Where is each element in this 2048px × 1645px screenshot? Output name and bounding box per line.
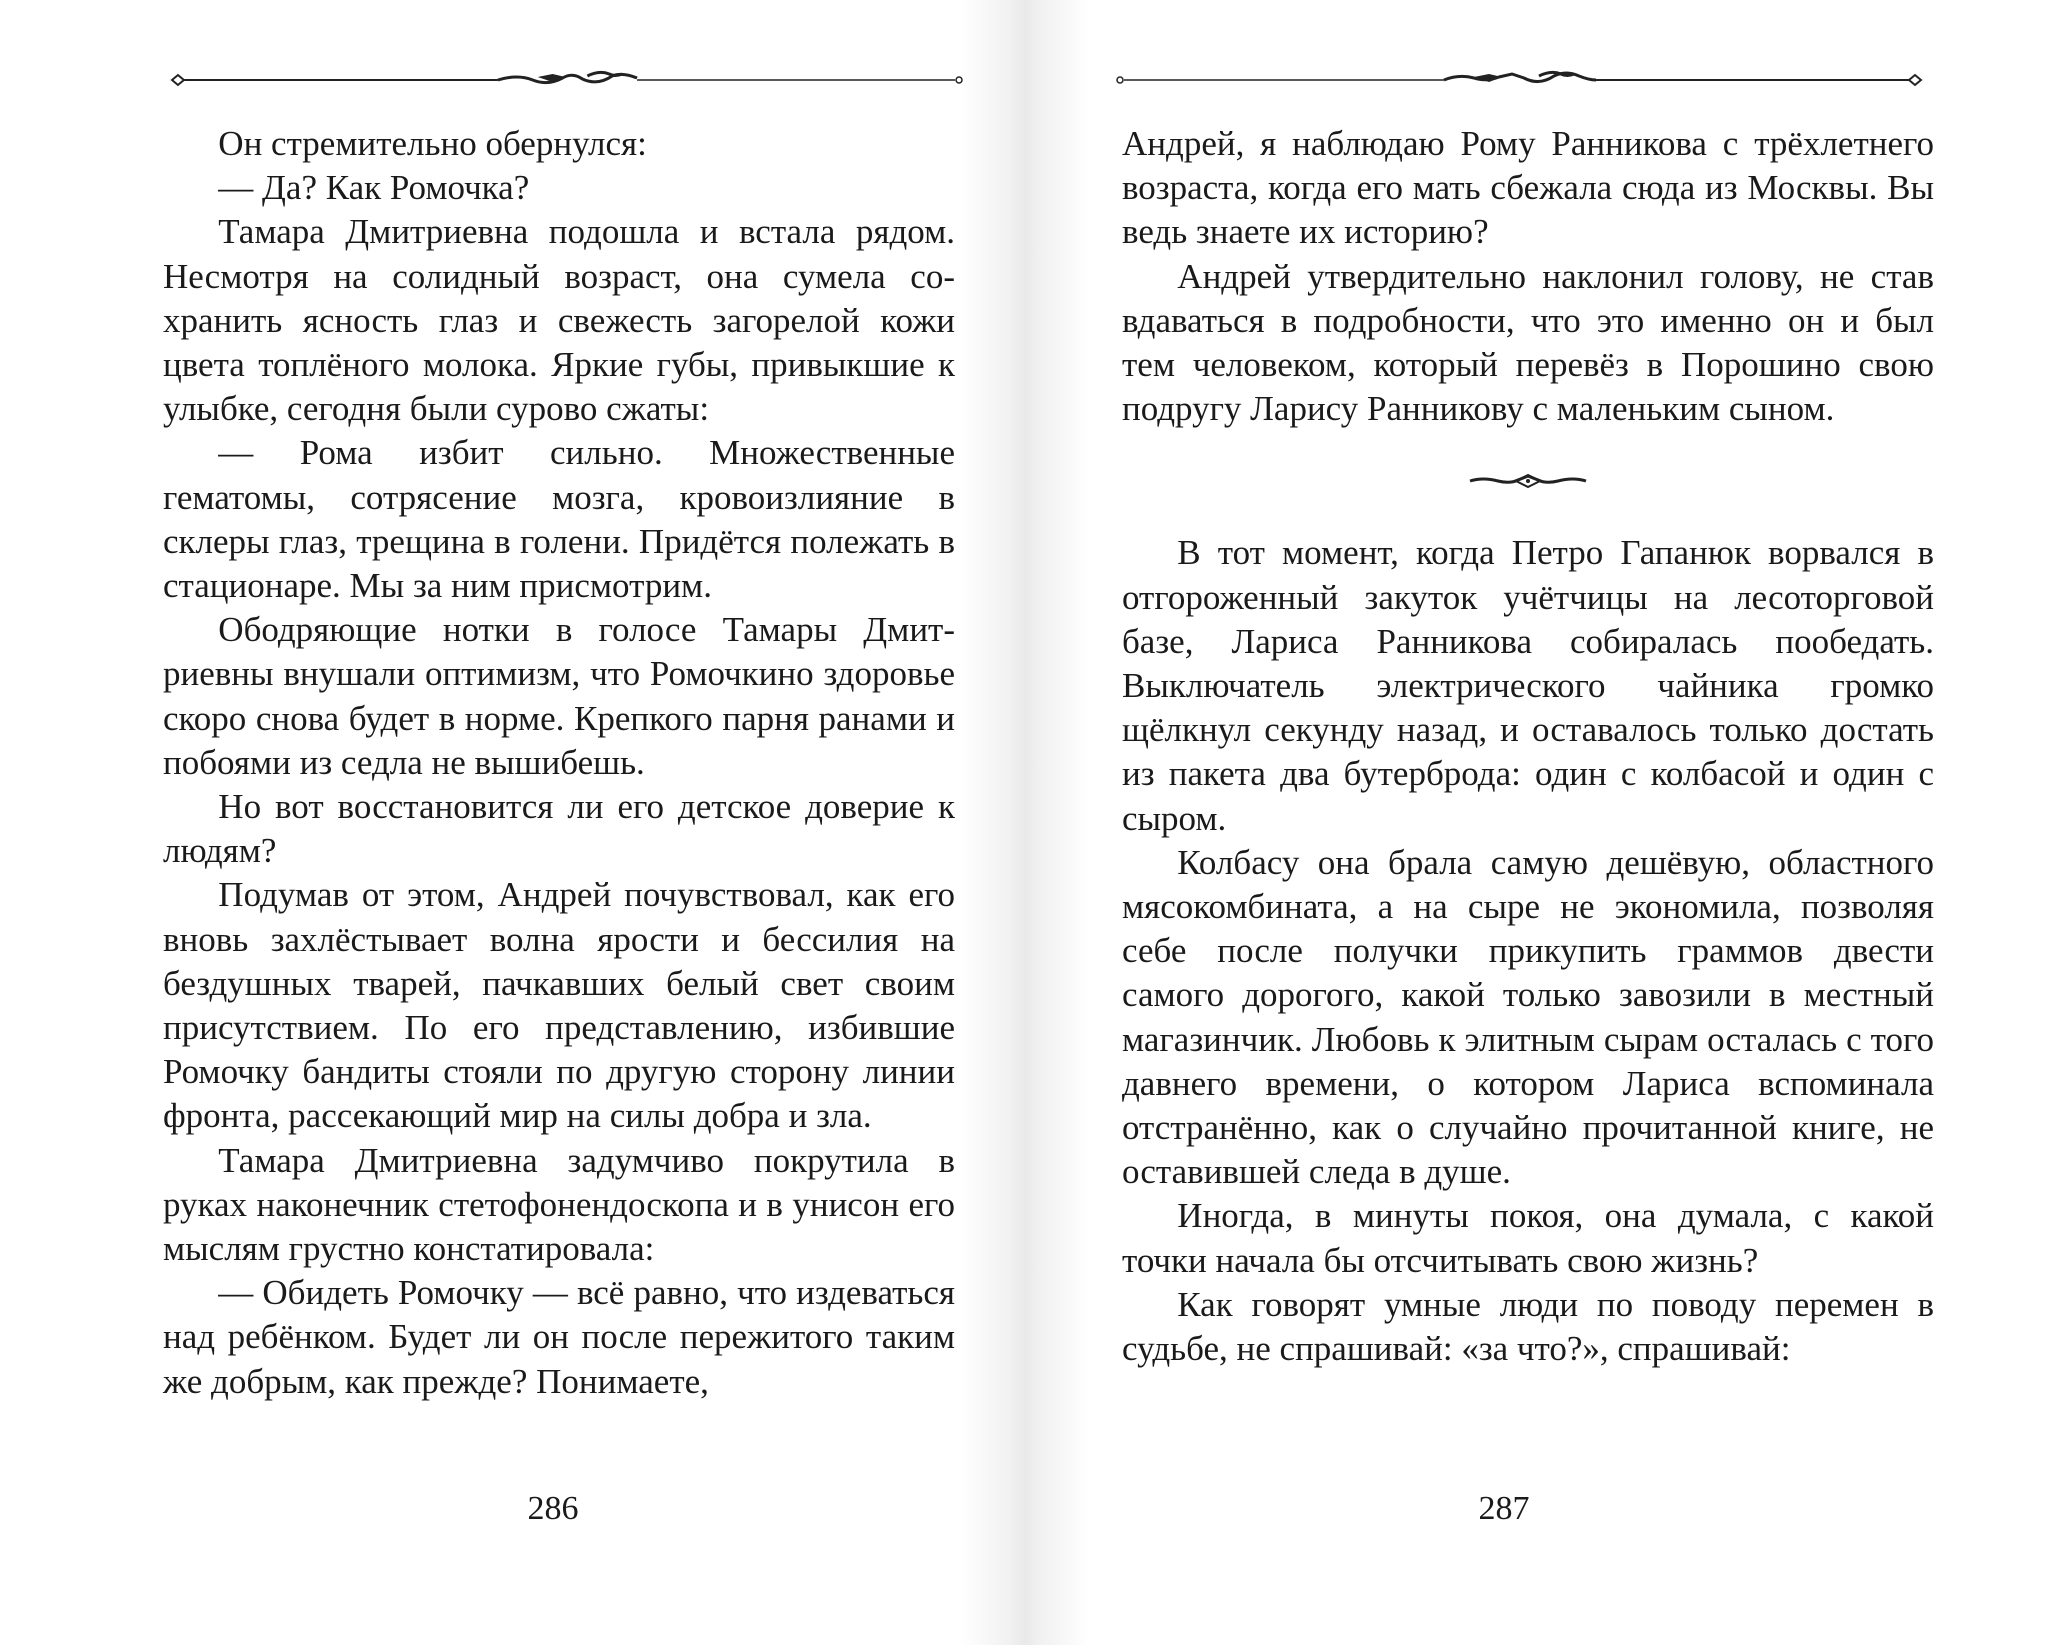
paragraph: Иногда, в минуты покоя, она думала, с какой точки начала бы отсчитывать свою жизнь? [1122,1196,1934,1280]
paragraph: Андрей, я наблюдаю Рому Ранникова с трёхлетнего возраста, когда его мать сбежала сюда из Москвы. Вы ведь знаете их историю? [1122,124,1934,252]
paragraph: — Да? Как Ромочка? [218,168,530,208]
ornament-rule-icon [1114,60,1924,100]
paragraph: — Обидеть Ромочку — всё равно, что издеваться над ребёнком. Будет ли он после пережитого таким же добрым, как прежде? Понимаете, [163,1273,955,1401]
paragraph: Тамара Дмитриевна подошла и встала рядом. Несмотря на солидный возраст, она сумела сохранить ясность глаз и свежесть загорелой кожи цвета топлёного молока. Яркие губы, привыкшие к улыбке, сегодня были сурово сжаты: [163,212,955,429]
ornament-rule-icon [170,60,965,100]
paragraph: Ободряющие нотки в голосе Тамары Дмитриевны внушали оптимизм, что Ромочкино здоровье скоро снова будет в норме. Крепкого парня ранами и побоями из седла не вышибешь. [163,610,955,782]
paragraph: — Рома избит сильно. Множественные гематомы, сотрясение мозга, кровоизлияние в склеры глаз, трещина в голени. Придётся полежать в стационаре. Мы за ним присмотрим. [163,433,955,606]
paragraph: Подумав от этом, Андрей почувствовал, как его вновь захлёстывает волна ярости и бессилия на бездушных тварей, пачкавших белый свет своим присутствием. По его представлению, избившие Ромочку бандиты стояли по другую сторону линии фронта, рассекающий мир на силы добра и зла. [163,875,955,1136]
paragraph: Как говорят умные люди по поводу перемен в судьбе, не спрашивай: «за что?», спрашивай: [1122,1284,1934,1369]
page-number-right: 287 [1478,1490,1530,1527]
header-ornament-right [1114,60,1924,100]
right-page-text [1122,122,1934,1371]
header-ornament-left [170,60,965,100]
paragraph: Колбасу она брала самую дешёвую, областного мясокомбината, а на сыре не экономила, позволяя себе после получки прикупить граммов двести самого дорогого, какой только завозили в местный магазинчик. Любовь к элитным сырам осталась с того давнего времени, о котором Лариса вспоминала отстранённо, как о случайно прочитанной книге, не оставившей следа в душе. [1122,842,1934,1192]
paragraph: Но вот восстановится ли его детское доверие к людям? [163,787,955,871]
left-page-text [163,122,955,1404]
right-page [1024,0,2048,1645]
paragraph: В тот момент, когда Петро Гапанюк ворвался в отгороженный закуток учётчицы на лесоторговой базе, Лариса Ранникова собиралась пообедать. Выключатель электрического чайника громко щёлкнул секунду назад, и оставалось только достать из пакета два бутерброда: один с колбасой и один с сыром. [1122,533,1934,838]
page-number-left: 286 [527,1490,579,1527]
scene-break-ornament [1122,431,1934,531]
paragraph: Он стремительно обернулся: [218,124,647,163]
scene-break-icon [1468,471,1588,491]
paragraph: Андрей утвердительно наклонил голову, не став вдаваться в подробности, что это именно он и был тем человеком, который перевёз в Порошино свою подругу Ларису Ранникову с маленьким сыном. [1122,256,1934,429]
paragraph: Тамара Дмитриевна задумчиво покрутила в руках наконечник стетофонендоскопа и в унисон его мыслям грустно констатировала: [163,1140,955,1269]
